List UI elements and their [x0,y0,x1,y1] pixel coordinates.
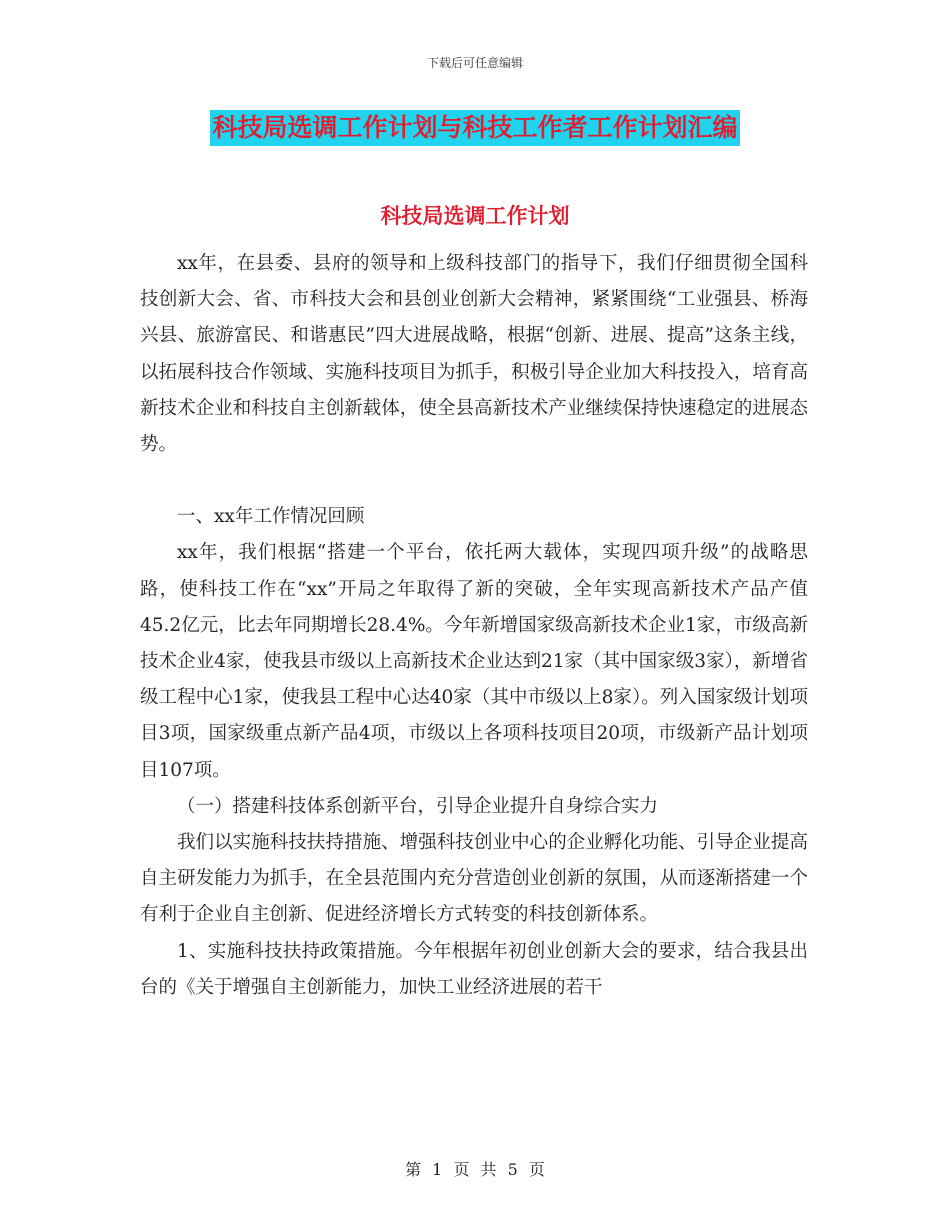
paragraph-platform: 我们以实施科技扶持措施、增强科技创业中心的企业孵化功能、引导企业提高自主研发能力为抓手，在全县范围内充分营造创业创新的氛围，从而逐渐搭建一个有利于企业自主创新、促进经济增长方式转变的科技创新体系。 [140,832,808,926]
paragraph-review: xx年，我们根据“搭建一个平台，依托两大载体，实现四项升级”的战略思路，使科技工作在“xx”开局之年取得了新的突破，全年实现高新技术产品产值45.2亿元，比去年同期增长28.4%。今年新增国家级高新技术企业1家，市级高新技术企业4家，使我县市级以上高新技术企业达到21家（其中国家级3家），新增省级工程中心1家，使我县工程中心达40家（其中市级以上8家）。列入国家级计划项目3项，国家级重点新产品4项，市级以上各项科技项目20项，市级新产品计划项目107项。 [140,542,808,781]
document-body [140,246,808,1006]
subheading-platform: （一）搭建科技体系创新平台，引导企业提升自身综合实力 [177,795,659,817]
page-number: 第 1 页 共 5 页 [405,1160,545,1179]
header-note: 下载后可任意编辑 [426,56,523,70]
paragraph-intro: xx年，在县委、县府的领导和上级科技部门的指导下，我们仔细贯彻全国科技创新大会、省、市科技大会和县创业创新大会精神，紧紧围绕“工业强县、桥海兴县、旅游富民、和谐惠民”四大进展战略，根据“创新、进展、提高”这条主线，以拓展科技合作领域、实施科技项目为抓手，积极引导企业加大科技投入，培育高新技术企业和科技自主创新载体，使全县高新技术产业继续保持快速稳定的进展态势。 [140,253,808,456]
section-title: 科技局选调工作计划 [380,203,570,228]
paragraph-policy: 1、实施科技扶持政策措施。今年根据年初创业创新大会的要求，结合我县出台的《关于增强自主创新能力，加快工业经济进展的若干 [140,940,808,998]
heading-review: 一、xx年工作情况回顾 [177,506,365,528]
paragraph-gap [140,463,808,499]
document-title-wrap [0,110,950,146]
document-title: 科技局选调工作计划与科技工作者工作计划汇编 [210,110,739,146]
